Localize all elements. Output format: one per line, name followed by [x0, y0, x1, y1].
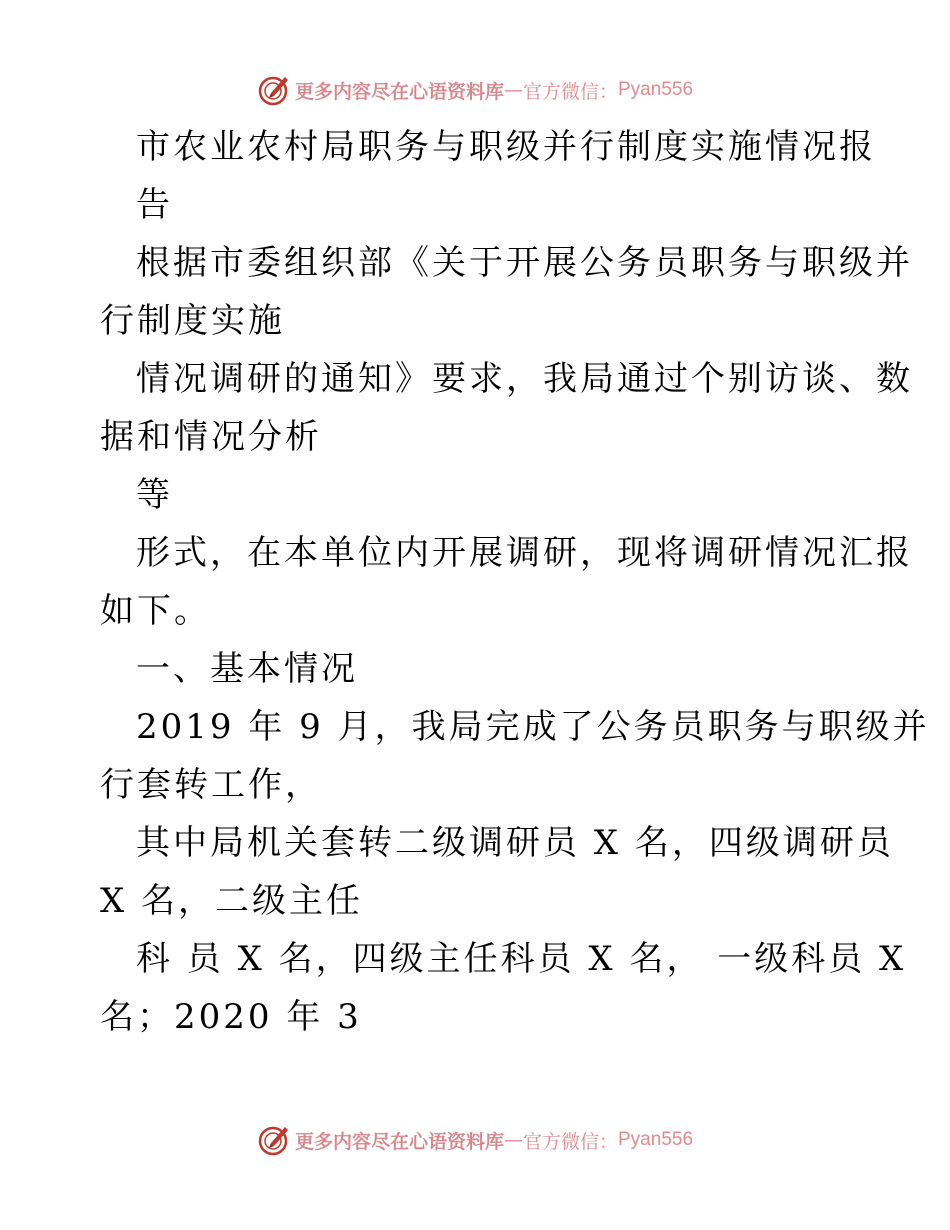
banner-dash: —	[503, 79, 523, 101]
paragraph-line: 等	[136, 475, 173, 515]
footer-banner	[0, 1120, 950, 1160]
paragraph-line: 行制度实施	[100, 301, 285, 341]
pen-logo-icon	[257, 1123, 291, 1157]
pen-logo-icon	[257, 73, 291, 107]
document-title-line-1: 市农业农村局职务与职级并行制度实施情况报	[136, 127, 876, 167]
document-title-line-2: 告	[136, 185, 173, 225]
paragraph-line: 行套转工作，	[100, 765, 322, 805]
paragraph-line: 情况调研的通知》要求，我局通过个别访谈、数	[136, 359, 913, 399]
banner-site-text: 更多内容尽在心语资料库	[294, 80, 504, 103]
paragraph-line: 其中局机关套转二级调研员 X 名，四级调研员	[136, 823, 894, 863]
footer-dash: —	[503, 1129, 523, 1151]
section-heading: 一、基本情况	[136, 649, 358, 689]
paragraph-line: 根据市委组织部《关于开展公务员职务与职级并	[136, 243, 913, 283]
header-banner	[0, 70, 950, 110]
footer-wechat-id: Pyan556	[618, 1129, 694, 1150]
paragraph-line: 据和情况分析	[100, 417, 322, 457]
footer-wechat-label: 官方微信：	[522, 1130, 618, 1153]
paragraph-line: 科 员 X 名，四级主任科员 X 名， 一级科员 X	[136, 939, 907, 979]
banner-wechat-id: Pyan556	[618, 79, 694, 100]
paragraph-line: 形式，在本单位内开展调研，现将调研情况汇报	[136, 533, 913, 573]
footer-site-text: 更多内容尽在心语资料库	[294, 1130, 504, 1153]
banner-wechat-label: 官方微信：	[522, 80, 618, 103]
paragraph-line: 2019 年 9 月，我局完成了公务员职务与职级并	[136, 707, 930, 747]
paragraph-line: 名；2020 年 3	[100, 997, 362, 1037]
paragraph-line: 如下。	[100, 591, 211, 631]
document-body	[100, 118, 930, 1046]
paragraph-line: X 名，二级主任	[100, 881, 364, 921]
